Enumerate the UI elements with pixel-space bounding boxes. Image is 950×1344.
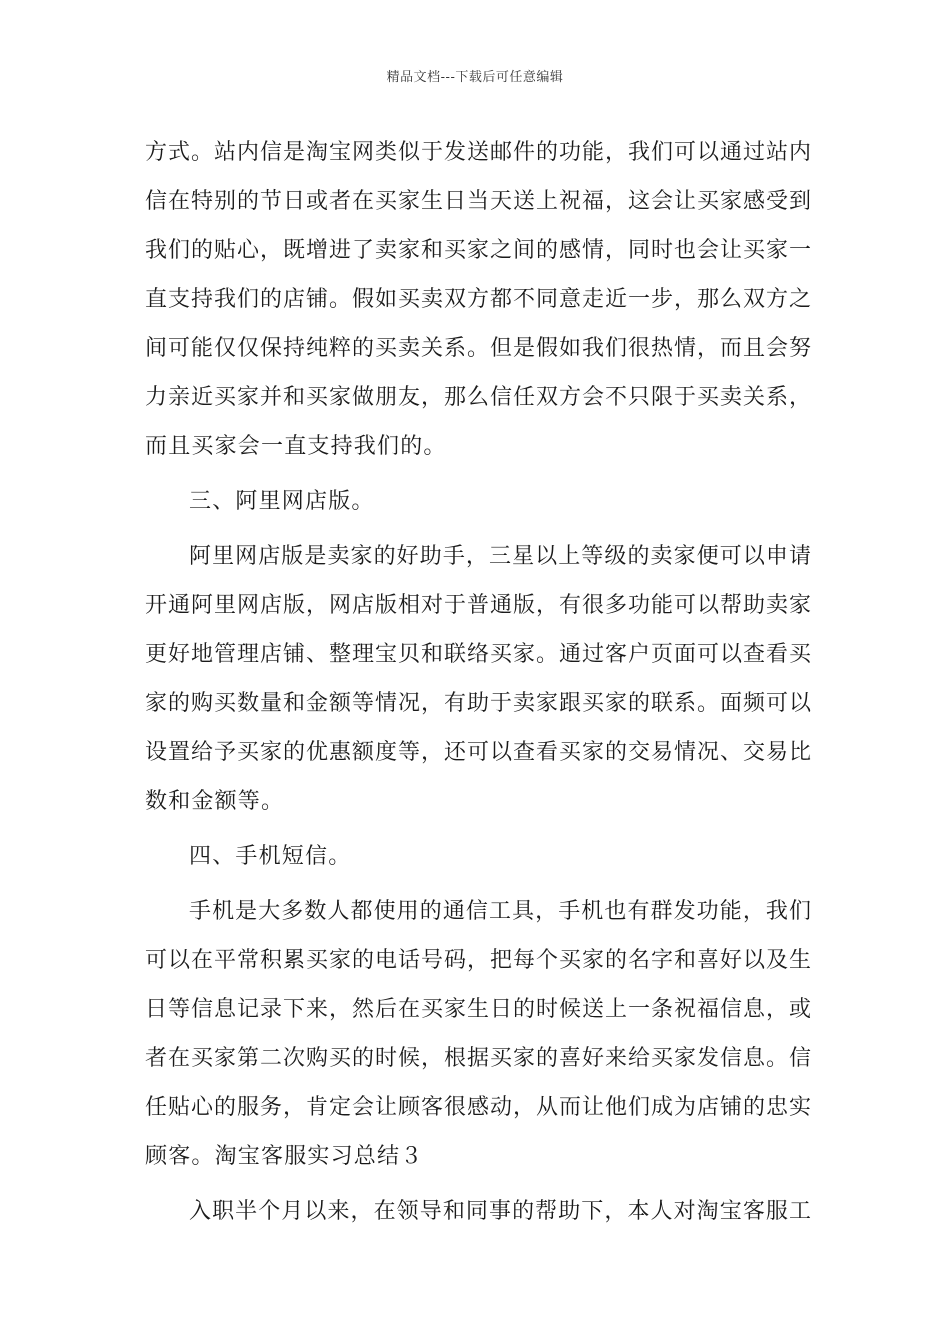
paragraph-line: 我们的贴心，既增进了卖家和买家之间的感情，同时也会让买家一 <box>145 238 811 263</box>
paragraph-line: 家的购买数量和金额等情况，有助于卖家跟买家的联系。面频可以 <box>145 691 811 716</box>
paragraph-line: 阿里网店版是卖家的好助手，三星以上等级的卖家便可以申请 <box>189 544 811 569</box>
heading-line: 四、手机短信。 <box>189 844 352 869</box>
paragraph-line: 信在特别的节日或者在买家生日当天送上祝福，这会让买家感受到 <box>145 189 811 214</box>
paragraph-line: 任贴心的服务，肯定会让顾客很感动，从而让他们成为店铺的忠实 <box>145 1095 811 1120</box>
paragraph-line: 者在买家第二次购买的时候，根据买家的喜好来给买家发信息。信 <box>145 1046 811 1071</box>
section-heading-sms <box>145 832 811 881</box>
paragraph-ali-shop <box>145 532 811 826</box>
paragraph-line: 入职半个月以来，在领导和同事的帮助下，本人对淘宝客服工 <box>189 1199 811 1224</box>
paragraph-line: 方式。站内信是淘宝网类似于发送邮件的功能，我们可以通过站内 <box>145 140 811 165</box>
paragraph-line: 力亲近买家并和买家做朋友，那么信任双方会不只限于买卖关系， <box>145 385 811 410</box>
paragraph-site-message <box>145 128 811 471</box>
section-heading-ali-shop <box>145 477 811 526</box>
paragraph-line: 设置给予买家的优惠额度等，还可以查看买家的交易情况、交易比 <box>145 740 811 765</box>
paragraph-line: 日等信息记录下来，然后在买家生日的时候送上一条祝福信息，或 <box>145 997 811 1022</box>
paragraph-line: 间可能仅仅保持纯粹的买卖关系。但是假如我们很热情，而且会努 <box>145 336 811 361</box>
document-body <box>145 128 811 1236</box>
paragraph-line: 手机是大多数人都使用的通信工具，手机也有群发功能，我们 <box>189 899 811 924</box>
heading-line: 三、阿里网店版。 <box>189 489 375 514</box>
paragraph-line: 更好地管理店铺、整理宝贝和联络买家。通过客户页面可以查看买 <box>145 642 811 667</box>
paragraph-line: 而且买家会一直支持我们的。 <box>145 434 447 459</box>
paragraph-line: 直支持我们的店铺。假如买卖双方都不同意走近一步，那么双方之 <box>145 287 811 312</box>
paragraph-sms <box>145 887 811 1181</box>
paragraph-internship <box>145 1187 811 1236</box>
paragraph-line: 数和金额等。 <box>145 789 285 814</box>
paragraph-line: 可以在平常积累买家的电话号码，把每个买家的名字和喜好以及生 <box>145 948 811 973</box>
paragraph-line: 顾客。淘宝客服实习总结３ <box>145 1144 424 1169</box>
paragraph-line: 开通阿里网店版，网店版相对于普通版，有很多功能可以帮助卖家 <box>145 593 811 618</box>
page-header: 精品文档---下载后可任意编辑 <box>386 70 564 85</box>
